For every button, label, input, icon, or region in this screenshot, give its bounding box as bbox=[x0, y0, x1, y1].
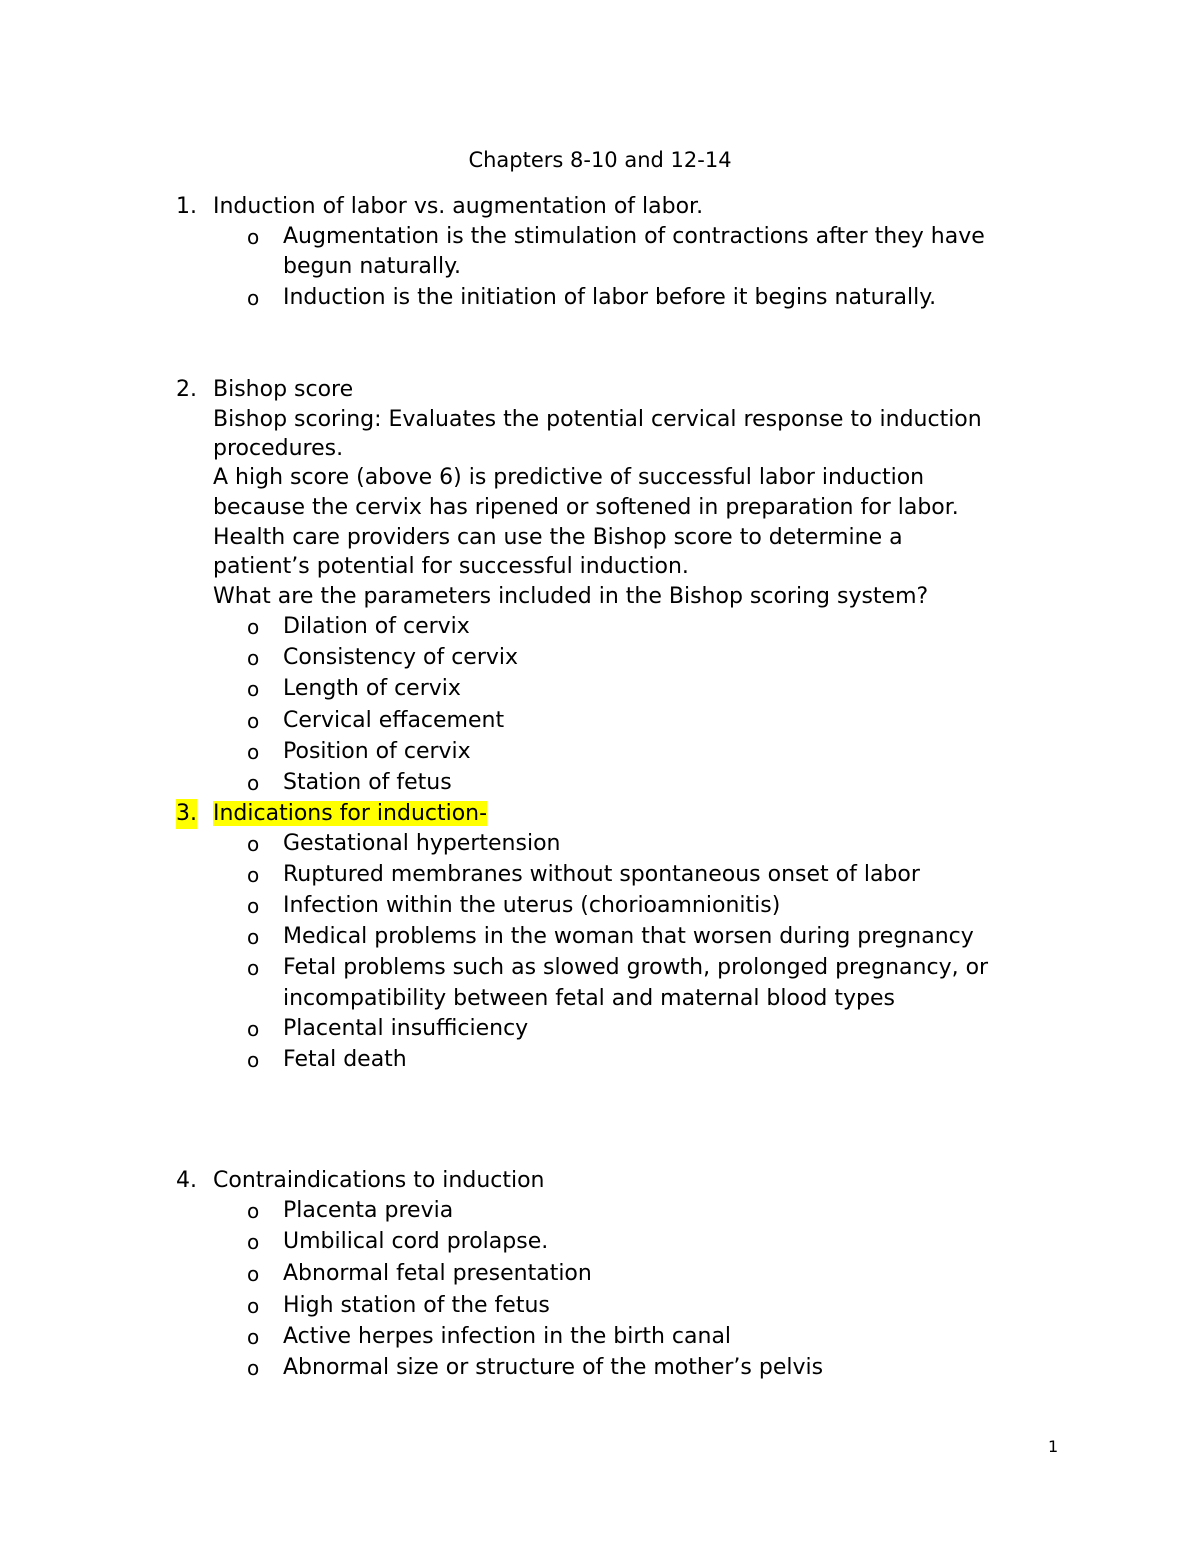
bullet-icon: o bbox=[247, 1017, 260, 1041]
section-number: 4. bbox=[176, 1168, 197, 1193]
list-item-continuation: begun naturally. bbox=[283, 254, 461, 279]
bullet-icon: o bbox=[247, 1294, 260, 1318]
bullet-icon: o bbox=[247, 1199, 260, 1223]
list-item: Station of fetus bbox=[283, 770, 452, 795]
bullet-icon: o bbox=[247, 1230, 260, 1254]
section-number: 2. bbox=[176, 377, 197, 402]
section-heading: Bishop score bbox=[213, 377, 354, 402]
section-number-highlighted: 3. bbox=[176, 799, 197, 829]
paragraph-line: Bishop scoring: Evaluates the potential cervical response to induction bbox=[213, 407, 982, 432]
bullet-icon: o bbox=[247, 956, 260, 980]
highlighted-text: Indications for induction- bbox=[213, 801, 488, 826]
bullet-icon: o bbox=[247, 615, 260, 639]
paragraph-line: What are the parameters included in the Bishop scoring system? bbox=[213, 584, 929, 609]
bullet-icon: o bbox=[247, 646, 260, 670]
paragraph-line: procedures. bbox=[213, 436, 344, 461]
paragraph-line: patient’s potential for successful induction. bbox=[213, 554, 689, 579]
bullet-icon: o bbox=[247, 286, 260, 310]
list-item: Umbilical cord prolapse. bbox=[283, 1229, 549, 1254]
bullet-icon: o bbox=[247, 1048, 260, 1072]
section-heading: Induction of labor vs. augmentation of labor. bbox=[213, 194, 704, 219]
section-heading: Contraindications to induction bbox=[213, 1168, 545, 1193]
bullet-icon: o bbox=[247, 740, 260, 764]
list-item: Position of cervix bbox=[283, 739, 471, 764]
list-item: Fetal death bbox=[283, 1047, 407, 1072]
bullet-icon: o bbox=[247, 894, 260, 918]
list-item: Length of cervix bbox=[283, 676, 461, 701]
page-title: Chapters 8-10 and 12-14 bbox=[468, 148, 732, 172]
list-item: Medical problems in the woman that worsen during pregnancy bbox=[283, 924, 974, 949]
list-item: Abnormal size or structure of the mother’s pelvis bbox=[283, 1355, 824, 1380]
list-item: Gestational hypertension bbox=[283, 831, 561, 856]
list-item: Augmentation is the stimulation of contractions after they have bbox=[283, 224, 985, 249]
bullet-icon: o bbox=[247, 832, 260, 856]
section-heading-highlighted bbox=[213, 799, 487, 829]
list-item: Consistency of cervix bbox=[283, 645, 519, 670]
section-number: 1. bbox=[176, 194, 197, 219]
list-item: Active herpes infection in the birth canal bbox=[283, 1324, 732, 1349]
bullet-icon: o bbox=[247, 709, 260, 733]
bullet-icon: o bbox=[247, 677, 260, 701]
bullet-icon: o bbox=[247, 925, 260, 949]
list-item: Induction is the initiation of labor before it begins naturally. bbox=[283, 285, 937, 310]
list-item: High station of the fetus bbox=[283, 1293, 550, 1318]
bullet-icon: o bbox=[247, 225, 260, 249]
bullet-icon: o bbox=[247, 771, 260, 795]
list-item: Placental insufficiency bbox=[283, 1016, 529, 1041]
paragraph-line: because the cervix has ripened or softened in preparation for labor. bbox=[213, 495, 959, 520]
list-item: Ruptured membranes without spontaneous onset of labor bbox=[283, 862, 920, 887]
list-item: Infection within the uterus (chorioamnionitis) bbox=[283, 893, 781, 918]
bullet-icon: o bbox=[247, 1325, 260, 1349]
bullet-icon: o bbox=[247, 863, 260, 887]
page-number: 1 bbox=[1048, 1437, 1059, 1456]
bullet-icon: o bbox=[247, 1262, 260, 1286]
list-item: Dilation of cervix bbox=[283, 614, 470, 639]
paragraph-line: A high score (above 6) is predictive of successful labor induction bbox=[213, 465, 925, 490]
list-item-continuation: incompatibility between fetal and maternal blood types bbox=[283, 986, 895, 1011]
list-item: Placenta previa bbox=[283, 1198, 454, 1223]
paragraph-line: Health care providers can use the Bishop score to determine a bbox=[213, 525, 903, 550]
list-item: Abnormal fetal presentation bbox=[283, 1261, 592, 1286]
list-item: Fetal problems such as slowed growth, prolonged pregnancy, or bbox=[283, 955, 989, 980]
bullet-icon: o bbox=[247, 1356, 260, 1380]
list-item: Cervical effacement bbox=[283, 708, 505, 733]
